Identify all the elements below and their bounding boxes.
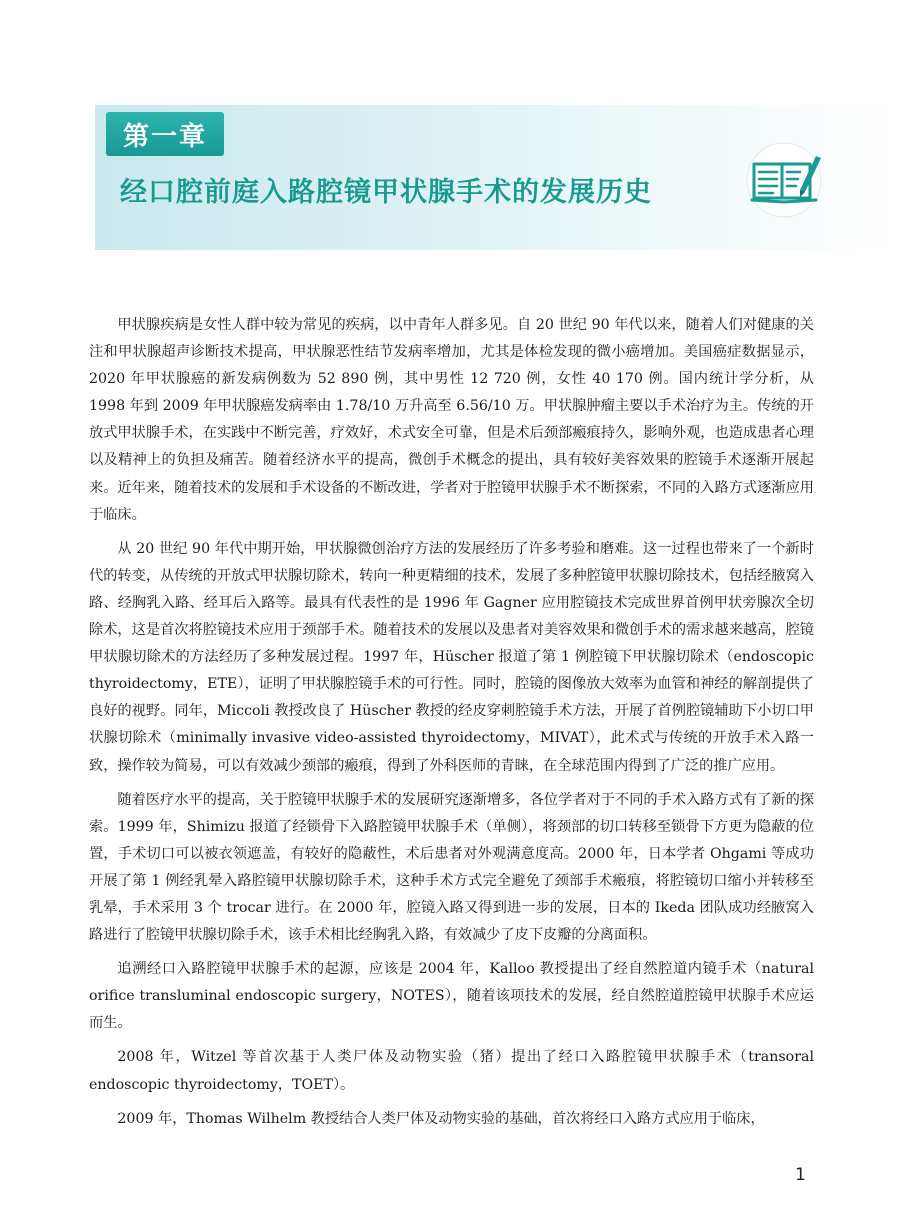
paragraph: 追溯经口入路腔镜甲状腺手术的起源，应该是 2004 年，Kalloo 教授提出了经自然腔道内镜手术（natural orifice transluminal endoscopic surgery，NOTES），随着该项技术的发展，经自然腔道腔镜甲状腺手术应运而生。 — [89, 961, 814, 1032]
paragraph: 从 20 世纪 90 年代中期开始，甲状腺微创治疗方法的发展经历了许多考验和磨难。这一过程也带来了一个新时代的转变，从传统的开放式甲状腺切除术，转向一种更精细的技术，发展了多种腔镜甲状腺切除技术，包括经腋窝入路、经胸乳入路、经耳后入路等。最具有代表性的是 1996 年 Gagner 应用腔镜技术完成世界首例甲状旁腺次全切除术，这是首次将腔镜技术应用于颈部手术。随着技术的发展以及患者对美容效果和微创手术的需求越来越高，腔镜甲状腺切除术的方法经历了多种发展过程。1997 年，Hüscher 报道了第 1 例腔镜下甲状腺切除术（endoscopic thyroidectomy，ETE），证明了甲状腺腔镜手术的可行性。同时，腔镜的图像放大效率为血管和神经的解剖提供了良好的视野。同年，Miccoli 教授改良了 Hüscher 教授的经皮穿刺腔镜手术方法，开展了首例腔镜辅助下小切口甲状腺切除术（minimally invasive video-assisted thyroidectomy，MIVAT），此术式与传统的开放手术入路一致，操作较为简易，可以有效减少颈部的瘢痕，得到了外科医师的青睐，在全球范围内得到了广泛的推广应用。 — [89, 540, 814, 774]
paragraph: 2008 年，Witzel 等首次基于人类尸体及动物实验（猪）提出了经口入路腔镜甲状腺手术（transoral endoscopic thyroidectomy，TOET）。 — [89, 1049, 814, 1093]
chapter-title: 经口腔前庭入路腔镜甲状腺手术的发展历史 — [120, 177, 652, 208]
paragraph: 甲状腺疾病是女性人群中较为常见的疾病，以中青年人群多见。自 20 世纪 90 年代以来，随着人们对健康的关注和甲状腺超声诊断技术提高，甲状腺恶性结节发病率增加，尤其是体检发现的微小癌增加。美国癌症数据显示，2020 年甲状腺癌的新发病例数为 52 890 例，其中男性 12 720 例，女性 40 170 例。国内统计学分析，从 1998 年到 2009 年甲状腺癌发病率由 1.78/10 万升高至 6.56/10 万。甲状腺肿瘤主要以手术治疗为主。传统的开放式甲状腺手术，在实践中不断完善，疗效好，术式安全可靠，但是术后颈部瘢痕持久，影响外观，也造成患者心理以及精神上的负担及痛苦。随着经济水平的提高，微创手术概念的提出，具有较好美容效果的腔镜手术逐渐开展起来。近年来，随着技术的发展和手术设备的不断改进，学者对于腔镜甲状腺手术不断探索，不同的入路方式逐渐应用于临床。 — [89, 317, 814, 523]
paragraph: 2009 年，Thomas Wilhelm 教授结合人类尸体及动物实验的基础，首次将经口入路方式应用于临床， — [117, 1110, 765, 1127]
book-with-pen-icon — [740, 142, 828, 218]
paragraph: 随着医疗水平的提高，关于腔镜甲状腺手术的发展研究逐渐增多，各位学者对于不同的手术入路方式有了新的探索。1999 年，Shimizu 报道了经锁骨下入路腔镜甲状腺手术（单侧），将颈部的切口转移至锁骨下方更为隐蔽的位置，手术切口可以被衣领遮盖，有较好的隐蔽性，术后患者对外观满意度高。2000 年，日本学者 Ohgami 等成功开展了第 1 例经乳晕入路腔镜甲状腺切除手术，这种手术方式完全避免了颈部手术瘢痕，将腔镜切口缩小并转移至乳晕，手术采用 3 个 trocar 进行。在 2000 年，腔镜入路又得到进一步的发展，日本的 Ikeda 团队成功经腋窝入路进行了腔镜甲状腺切除手术，该手术相比经胸乳入路，有效减少了皮下皮瓣的分离面积。 — [89, 791, 814, 944]
body-text — [89, 312, 814, 1140]
page-number: 1 — [795, 1165, 806, 1185]
chapter-label: 第一章 — [106, 112, 224, 156]
